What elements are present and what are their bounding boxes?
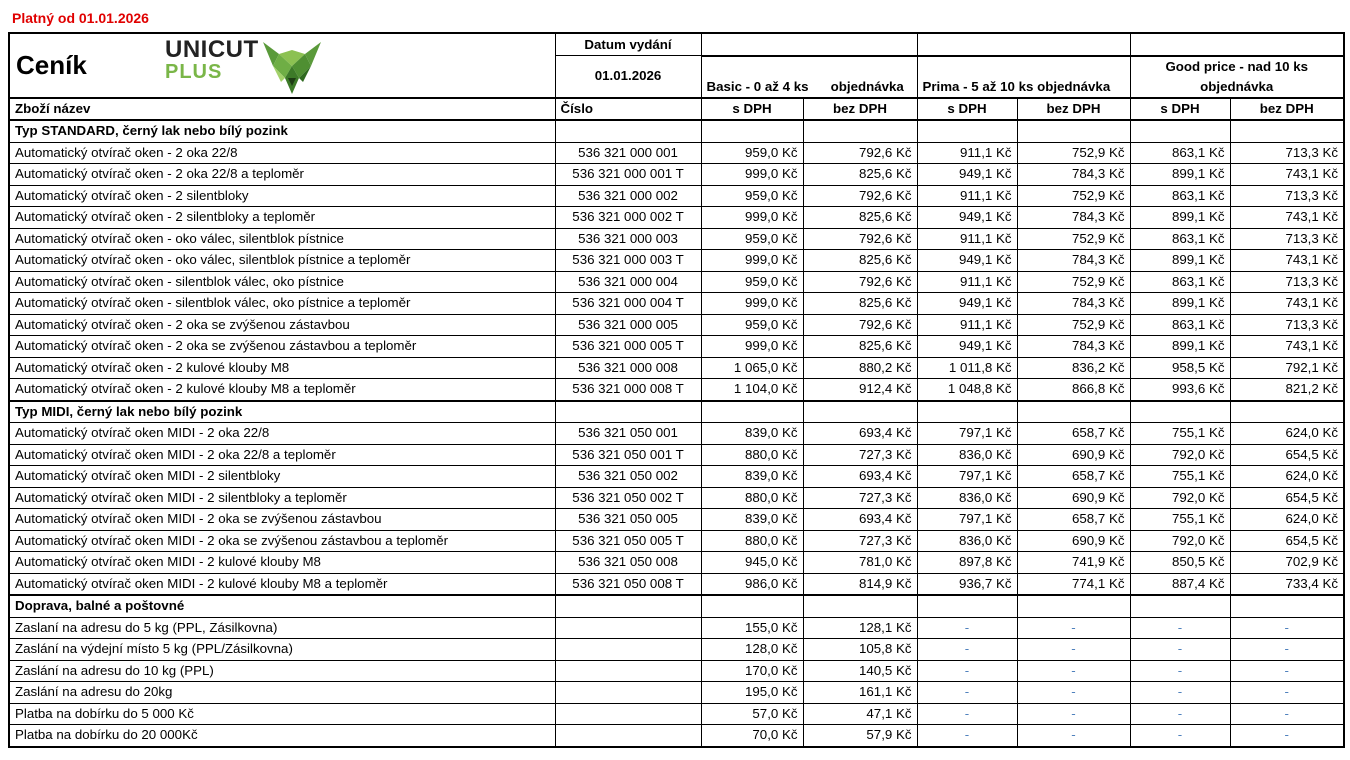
basic-with-vat: 999,0 Kč [701,164,803,186]
good-with-vat: - [1130,617,1230,639]
good-without-vat: 743,1 Kč [1230,336,1344,358]
item-number: 536 321 000 008 T [555,379,701,401]
basic-without-vat: 825,6 Kč [803,336,917,358]
good-with-vat: - [1130,725,1230,747]
good-with-vat: - [1130,703,1230,725]
page-title: Ceník [16,50,87,81]
good-with-vat: 863,1 Kč [1130,271,1230,293]
prima-with-vat: - [917,682,1017,704]
good-with-vat: - [1130,660,1230,682]
basic-without-vat: 814,9 Kč [803,573,917,595]
prima-without-vat: 784,3 Kč [1017,207,1130,229]
good-with-vat: 792,0 Kč [1130,530,1230,552]
table-row [9,466,1344,488]
prima-with-vat: 911,1 Kč [917,228,1017,250]
good-with-vat: 899,1 Kč [1130,164,1230,186]
basic-with-vat: 128,0 Kč [701,639,803,661]
empty-cell [917,401,1017,423]
good-with-vat: 792,0 Kč [1130,487,1230,509]
good-without-vat: 733,4 Kč [1230,573,1344,595]
good-with-vat: 792,0 Kč [1130,444,1230,466]
good-without-vat: - [1230,725,1344,747]
good-with-vat: 899,1 Kč [1130,336,1230,358]
prima-with-vat: - [917,639,1017,661]
good-without-vat: 654,5 Kč [1230,530,1344,552]
item-number: 536 321 000 005 [555,314,701,336]
tier-good-header [1130,56,1344,98]
prima-with-vat: 911,1 Kč [917,142,1017,164]
basic-without-vat: 693,4 Kč [803,423,917,445]
table-row [9,228,1344,250]
basic-with-vat: 959,0 Kč [701,185,803,207]
title-cell [9,33,555,98]
basic-with-vat: 57,0 Kč [701,703,803,725]
good-with-vat: 863,1 Kč [1130,228,1230,250]
basic-with-vat: 155,0 Kč [701,617,803,639]
item-number: 536 321 050 001 T [555,444,701,466]
item-name: Automatický otvírač oken MIDI - 2 oka 22/8 [9,423,555,445]
basic-with-vat: 880,0 Kč [701,487,803,509]
basic-with-vat: 959,0 Kč [701,228,803,250]
good-with-vat: 863,1 Kč [1130,142,1230,164]
issue-date-label: Datum vydání [555,33,701,56]
section-header-row [9,595,1344,617]
good-without-vat: 743,1 Kč [1230,250,1344,272]
empty-cell [803,595,917,617]
prima-without-vat: 836,2 Kč [1017,357,1130,379]
prima-with-vat: - [917,703,1017,725]
item-name: Automatický otvírač oken - 2 silentbloky [9,185,555,207]
table-row [9,250,1344,272]
prima-without-vat: 774,1 Kč [1017,573,1130,595]
good-without-vat: 654,5 Kč [1230,487,1344,509]
item-number: 536 321 000 003 [555,228,701,250]
item-number: 536 321 000 008 [555,357,701,379]
item-name: Automatický otvírač oken MIDI - 2 kulové klouby M8 a teploměr [9,573,555,595]
empty-cell [701,595,803,617]
table-row [9,314,1344,336]
item-number: 536 321 000 001 T [555,164,701,186]
basic-with-vat: 959,0 Kč [701,271,803,293]
prima-without-vat: - [1017,725,1130,747]
prima-with-vat: 836,0 Kč [917,530,1017,552]
good-with-vat: 899,1 Kč [1130,250,1230,272]
item-number: 536 321 050 002 [555,466,701,488]
section-header-row [9,120,1344,142]
table-row [9,379,1344,401]
item-name: Automatický otvírač oken - 2 oka 22/8 [9,142,555,164]
col-header-basic-without-vat: bez DPH [803,98,917,121]
prima-without-vat: - [1017,639,1130,661]
table-row [9,682,1344,704]
prima-with-vat: 797,1 Kč [917,509,1017,531]
prima-without-vat: 752,9 Kč [1017,185,1130,207]
empty-cell [701,401,803,423]
basic-with-vat: 999,0 Kč [701,336,803,358]
basic-with-vat: 999,0 Kč [701,207,803,229]
empty-cell [917,595,1017,617]
table-row [9,487,1344,509]
basic-without-vat: 693,4 Kč [803,509,917,531]
good-without-vat: 624,0 Kč [1230,466,1344,488]
item-number: 536 321 000 002 T [555,207,701,229]
basic-without-vat: 880,2 Kč [803,357,917,379]
prima-with-vat: 1 048,8 Kč [917,379,1017,401]
basic-with-vat: 959,0 Kč [701,142,803,164]
basic-without-vat: 727,3 Kč [803,444,917,466]
item-number [555,639,701,661]
good-without-vat: 713,3 Kč [1230,271,1344,293]
prima-without-vat: 690,9 Kč [1017,444,1130,466]
basic-without-vat: 825,6 Kč [803,164,917,186]
basic-with-vat: 999,0 Kč [701,293,803,315]
item-number: 536 321 050 008 T [555,573,701,595]
item-name: Platba na dobírku do 20 000Kč [9,725,555,747]
table-row [9,357,1344,379]
item-name: Automatický otvírač oken - 2 oka 22/8 a teploměr [9,164,555,186]
empty-cell [555,595,701,617]
item-number: 536 321 000 004 [555,271,701,293]
item-number [555,617,701,639]
table-row [9,530,1344,552]
price-table [8,32,1345,748]
basic-with-vat: 1 065,0 Kč [701,357,803,379]
empty-header-cell [917,33,1130,56]
logo-text-unicut: UNICUT [165,36,259,63]
section-header-row [9,401,1344,423]
section-title: Typ MIDI, černý lak nebo bílý pozink [9,401,555,423]
col-header-good-without-vat: bez DPH [1230,98,1344,121]
basic-with-vat: 880,0 Kč [701,530,803,552]
good-without-vat: - [1230,703,1344,725]
item-name: Automatický otvírač oken - 2 oka se zvýšenou zástavbou [9,314,555,336]
col-header-number: Číslo [555,98,701,121]
basic-with-vat: 945,0 Kč [701,552,803,574]
section-title: Typ STANDARD, černý lak nebo bílý pozink [9,120,555,142]
item-name: Automatický otvírač oken MIDI - 2 silentbloky [9,466,555,488]
basic-without-vat: 128,1 Kč [803,617,917,639]
empty-cell [1130,120,1230,142]
good-without-vat: 713,3 Kč [1230,185,1344,207]
table-row [9,185,1344,207]
table-row [9,207,1344,229]
table-row [9,271,1344,293]
tier-prima-header: Prima - 5 až 10 ks objednávka [917,56,1130,98]
basic-with-vat: 70,0 Kč [701,725,803,747]
col-header-good-with-vat: s DPH [1130,98,1230,121]
prima-with-vat: - [917,725,1017,747]
empty-cell [917,120,1017,142]
prima-with-vat: 836,0 Kč [917,444,1017,466]
table-row [9,552,1344,574]
empty-cell [1017,120,1130,142]
empty-cell [555,120,701,142]
basic-without-vat: 792,6 Kč [803,185,917,207]
prima-without-vat: 784,3 Kč [1017,164,1130,186]
basic-without-vat: 792,6 Kč [803,271,917,293]
basic-without-vat: 825,6 Kč [803,250,917,272]
good-with-vat: 755,1 Kč [1130,466,1230,488]
basic-with-vat: 170,0 Kč [701,660,803,682]
good-with-vat: 850,5 Kč [1130,552,1230,574]
good-with-vat: 863,1 Kč [1130,185,1230,207]
table-row [9,639,1344,661]
prima-with-vat: - [917,660,1017,682]
good-with-vat: - [1130,682,1230,704]
table-row [9,509,1344,531]
good-without-vat: 743,1 Kč [1230,293,1344,315]
good-with-vat: 993,6 Kč [1130,379,1230,401]
prima-without-vat: 752,9 Kč [1017,314,1130,336]
prima-without-vat: 752,9 Kč [1017,142,1130,164]
empty-cell [1230,401,1344,423]
table-row [9,617,1344,639]
item-name: Zaslání na adresu do 20kg [9,682,555,704]
prima-without-vat: 784,3 Kč [1017,336,1130,358]
good-without-vat: 821,2 Kč [1230,379,1344,401]
tier-basic-header: Basic - 0 až 4 ks objednávka [701,56,917,98]
table-row [9,293,1344,315]
good-without-vat: 702,9 Kč [1230,552,1344,574]
empty-cell [1130,595,1230,617]
good-without-vat: - [1230,660,1344,682]
basic-without-vat: 781,0 Kč [803,552,917,574]
item-name: Platba na dobírku do 5 000 Kč [9,703,555,725]
item-name: Automatický otvírač oken - oko válec, silentblok pístnice [9,228,555,250]
prima-without-vat: - [1017,682,1130,704]
good-with-vat: 958,5 Kč [1130,357,1230,379]
good-without-vat: 624,0 Kč [1230,509,1344,531]
item-name: Automatický otvírač oken - 2 oka se zvýšenou zástavbou a teploměr [9,336,555,358]
prima-without-vat: 741,9 Kč [1017,552,1130,574]
good-without-vat: 713,3 Kč [1230,314,1344,336]
item-name: Automatický otvírač oken - 2 kulové klouby M8 a teploměr [9,379,555,401]
good-without-vat: 713,3 Kč [1230,142,1344,164]
good-without-vat: 713,3 Kč [1230,228,1344,250]
item-number: 536 321 050 008 [555,552,701,574]
prima-with-vat: 911,1 Kč [917,185,1017,207]
good-with-vat: 899,1 Kč [1130,207,1230,229]
prima-without-vat: 752,9 Kč [1017,228,1130,250]
empty-cell [803,120,917,142]
prima-with-vat: 949,1 Kč [917,293,1017,315]
item-number: 536 321 050 005 T [555,530,701,552]
empty-header-cell [701,33,917,56]
prima-with-vat: 949,1 Kč [917,250,1017,272]
prima-without-vat: - [1017,617,1130,639]
empty-cell [803,401,917,423]
item-number: 536 321 000 004 T [555,293,701,315]
basic-without-vat: 140,5 Kč [803,660,917,682]
empty-cell [555,401,701,423]
basic-without-vat: 792,6 Kč [803,142,917,164]
empty-header-cell [1130,33,1344,56]
basic-with-vat: 839,0 Kč [701,509,803,531]
item-number [555,660,701,682]
prima-without-vat: 866,8 Kč [1017,379,1130,401]
table-row [9,444,1344,466]
table-row [9,142,1344,164]
item-name: Automatický otvírač oken - 2 kulové klouby M8 [9,357,555,379]
empty-cell [1130,401,1230,423]
basic-with-vat: 880,0 Kč [701,444,803,466]
basic-without-vat: 161,1 Kč [803,682,917,704]
basic-without-vat: 727,3 Kč [803,530,917,552]
good-without-vat: 654,5 Kč [1230,444,1344,466]
prima-without-vat: - [1017,660,1130,682]
basic-without-vat: 47,1 Kč [803,703,917,725]
item-name: Automatický otvírač oken MIDI - 2 oka 22/8 a teploměr [9,444,555,466]
empty-cell [1230,595,1344,617]
prima-without-vat: 784,3 Kč [1017,293,1130,315]
basic-without-vat: 792,6 Kč [803,228,917,250]
basic-without-vat: 912,4 Kč [803,379,917,401]
good-with-vat: - [1130,639,1230,661]
good-with-vat: 899,1 Kč [1130,293,1230,315]
basic-without-vat: 57,9 Kč [803,725,917,747]
basic-with-vat: 1 104,0 Kč [701,379,803,401]
prima-with-vat: 949,1 Kč [917,336,1017,358]
good-without-vat: 624,0 Kč [1230,423,1344,445]
item-number: 536 321 000 001 [555,142,701,164]
item-number: 536 321 000 002 [555,185,701,207]
fox-logo-icon [261,36,323,96]
prima-without-vat: 784,3 Kč [1017,250,1130,272]
item-number: 536 321 050 005 [555,509,701,531]
tier-good-line2: objednávka [1200,78,1274,94]
basic-with-vat: 986,0 Kč [701,573,803,595]
prima-with-vat: - [917,617,1017,639]
prima-without-vat: 690,9 Kč [1017,487,1130,509]
prima-without-vat: 658,7 Kč [1017,466,1130,488]
item-number: 536 321 000 003 T [555,250,701,272]
item-name: Automatický otvírač oken MIDI - 2 kulové klouby M8 [9,552,555,574]
table-row [9,660,1344,682]
prima-without-vat: 752,9 Kč [1017,271,1130,293]
item-number [555,682,701,704]
valid-from-label: Platný od 01.01.2026 [12,10,149,26]
item-name: Zaslání na adresu do 10 kg (PPL) [9,660,555,682]
table-row [9,336,1344,358]
item-number [555,725,701,747]
item-name: Automatický otvírač oken MIDI - 2 oka se zvýšenou zástavbou [9,509,555,531]
item-name: Automatický otvírač oken MIDI - 2 oka se zvýšenou zástavbou a teploměr [9,530,555,552]
col-header-name: Zboží název [9,98,555,121]
prima-without-vat: 658,7 Kč [1017,509,1130,531]
item-name: Automatický otvírač oken - 2 silentbloky a teploměr [9,207,555,229]
basic-with-vat: 959,0 Kč [701,314,803,336]
basic-with-vat: 839,0 Kč [701,466,803,488]
prima-with-vat: 949,1 Kč [917,164,1017,186]
item-name: Zaslaní na adresu do 5 kg (PPL, Zásilkovna) [9,617,555,639]
basic-without-vat: 105,8 Kč [803,639,917,661]
prima-with-vat: 911,1 Kč [917,314,1017,336]
basic-without-vat: 792,6 Kč [803,314,917,336]
basic-without-vat: 693,4 Kč [803,466,917,488]
basic-with-vat: 999,0 Kč [701,250,803,272]
prima-with-vat: 797,1 Kč [917,423,1017,445]
item-name: Automatický otvírač oken - silentblok válec, oko pístnice [9,271,555,293]
table-row [9,725,1344,747]
logo-text-plus: PLUS [165,61,223,83]
item-number: 536 321 050 002 T [555,487,701,509]
item-number: 536 321 050 001 [555,423,701,445]
item-name: Automatický otvírač oken - silentblok válec, oko pístnice a teploměr [9,293,555,315]
table-row [9,573,1344,595]
prima-without-vat: 690,9 Kč [1017,530,1130,552]
prima-without-vat: - [1017,703,1130,725]
item-name: Zaslání na výdejní místo 5 kg (PPL/Zásilkovna) [9,639,555,661]
prima-with-vat: 949,1 Kč [917,207,1017,229]
prima-with-vat: 1 011,8 Kč [917,357,1017,379]
issue-date-value: 01.01.2026 [555,56,701,98]
basic-without-vat: 727,3 Kč [803,487,917,509]
item-name: Automatický otvírač oken - oko válec, silentblok pístnice a teploměr [9,250,555,272]
col-header-prima-with-vat: s DPH [917,98,1017,121]
good-with-vat: 863,1 Kč [1130,314,1230,336]
prima-with-vat: 936,7 Kč [917,573,1017,595]
col-header-prima-without-vat: bez DPH [1017,98,1130,121]
good-without-vat: - [1230,617,1344,639]
item-name: Automatický otvírač oken MIDI - 2 silentbloky a teploměr [9,487,555,509]
prima-with-vat: 797,1 Kč [917,466,1017,488]
good-without-vat: 743,1 Kč [1230,164,1344,186]
empty-cell [1017,401,1130,423]
tier-good-line1: Good price - nad 10 ks [1165,58,1309,74]
good-without-vat: 792,1 Kč [1230,357,1344,379]
prima-with-vat: 911,1 Kč [917,271,1017,293]
basic-without-vat: 825,6 Kč [803,293,917,315]
empty-cell [1017,595,1130,617]
table-row [9,164,1344,186]
basic-with-vat: 195,0 Kč [701,682,803,704]
item-number: 536 321 000 005 T [555,336,701,358]
good-without-vat: - [1230,682,1344,704]
table-row [9,703,1344,725]
prima-without-vat: 658,7 Kč [1017,423,1130,445]
good-with-vat: 755,1 Kč [1130,423,1230,445]
empty-cell [1230,120,1344,142]
table-row [9,423,1344,445]
basic-with-vat: 839,0 Kč [701,423,803,445]
good-with-vat: 755,1 Kč [1130,509,1230,531]
section-title: Doprava, balné a poštovné [9,595,555,617]
good-without-vat: 743,1 Kč [1230,207,1344,229]
col-header-basic-with-vat: s DPH [701,98,803,121]
empty-cell [701,120,803,142]
basic-without-vat: 825,6 Kč [803,207,917,229]
good-with-vat: 887,4 Kč [1130,573,1230,595]
good-without-vat: - [1230,639,1344,661]
prima-with-vat: 836,0 Kč [917,487,1017,509]
item-number [555,703,701,725]
prima-with-vat: 897,8 Kč [917,552,1017,574]
